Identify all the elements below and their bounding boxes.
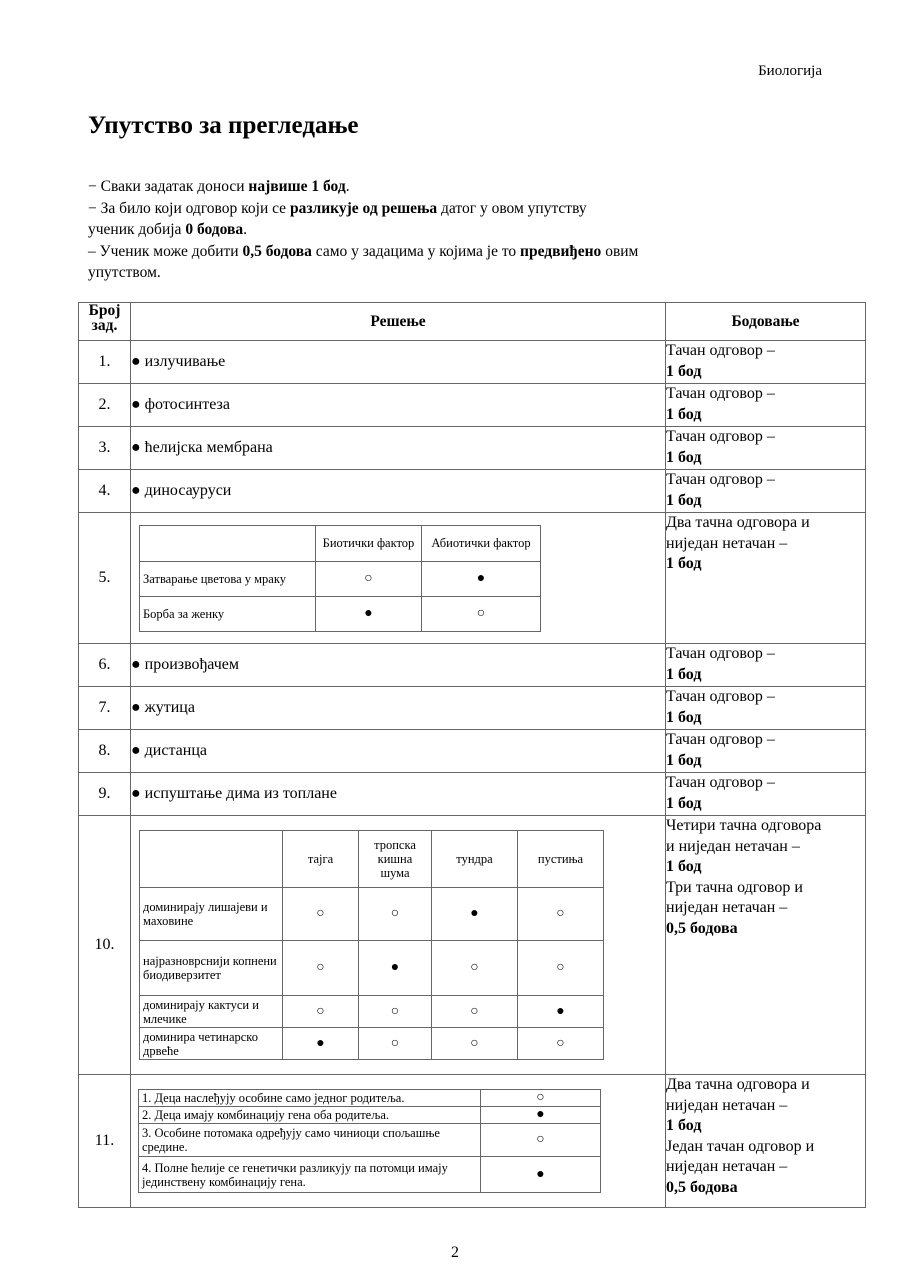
grid-row-label: 3. Особине потомака одређују само чиниоци спољашње средине. xyxy=(139,1124,481,1157)
grid-row xyxy=(139,1157,601,1193)
solution-cell xyxy=(131,687,666,730)
points-value: 1 бод xyxy=(666,405,702,423)
instruction-line xyxy=(88,241,788,263)
instruction-text: − Сваки задатак доноси xyxy=(88,178,249,195)
table-row xyxy=(79,773,866,816)
grid-row-label: доминирају кактуси и млечике xyxy=(140,996,283,1028)
points-criterion: ниједан нетачан – xyxy=(666,1096,788,1114)
instruction-emphasis: предвиђено xyxy=(520,242,602,260)
filled-circle-mark: ● xyxy=(283,1028,359,1060)
points-value: 1 бод xyxy=(666,555,702,572)
empty-circle-mark: ○ xyxy=(359,888,432,941)
grid-column-header: тропска кишна шума xyxy=(359,831,432,888)
grid-corner-cell xyxy=(140,831,283,888)
solution-cell xyxy=(131,470,666,513)
empty-circle-mark: ○ xyxy=(422,596,541,631)
points-value: 1 бод xyxy=(666,362,702,380)
grid-row xyxy=(140,996,604,1028)
instruction-emphasis: 0,5 бодова xyxy=(242,242,312,260)
header-solution: Решење xyxy=(131,303,666,341)
instruction-line xyxy=(88,219,788,241)
solution-cell xyxy=(131,341,666,384)
task-number: 10. xyxy=(79,816,131,1075)
grid-column-header: тајга xyxy=(283,831,359,888)
grid-row xyxy=(140,596,541,631)
grid-row-label: 4. Полне ћелије се генетички разликују па потомци имају јединствену комбинацију гена. xyxy=(139,1157,481,1193)
solution-text: ● испуштање дима из топлане xyxy=(131,785,337,802)
task-number: 4. xyxy=(79,470,131,513)
solution-cell xyxy=(131,1075,666,1208)
page-title: Упутство за прегледање xyxy=(88,112,359,139)
empty-circle-mark: ○ xyxy=(432,941,518,996)
grid-column-header: тундра xyxy=(432,831,518,888)
points-criterion: ниједан нетачан – xyxy=(666,534,788,552)
grid-row-label: Затварање цветова у мраку xyxy=(140,561,316,596)
grid-row-label: 2. Деца имају комбинацију гена оба родитеља. xyxy=(139,1107,481,1124)
points-criterion: Три тачна одговор и xyxy=(666,878,803,896)
table-row xyxy=(79,816,866,1075)
instruction-line xyxy=(88,176,788,198)
grid-row xyxy=(139,1090,601,1107)
points-criterion: Четири тачна одговора xyxy=(666,817,822,834)
instruction-emphasis: разликује од решења xyxy=(289,199,438,217)
page-number: 2 xyxy=(451,1244,459,1261)
points-cell xyxy=(666,816,866,1075)
filled-circle-mark: ● xyxy=(359,941,432,996)
points-value: 1 бод xyxy=(666,448,702,466)
points-value: 0,5 бодова xyxy=(666,1178,738,1196)
filled-circle-mark: ● xyxy=(518,996,604,1028)
points-value: 1 бод xyxy=(666,491,702,509)
empty-circle-mark: ○ xyxy=(283,996,359,1028)
biome-grid xyxy=(139,830,604,1060)
solution-text: ● фотосинтеза xyxy=(131,396,230,413)
table-row xyxy=(79,644,866,687)
points-criterion: Тачан одговор – xyxy=(666,428,775,445)
points-cell xyxy=(666,1075,866,1208)
points-criterion: Тачан одговор – xyxy=(666,731,775,748)
points-criterion: Један тачан одговор и xyxy=(666,1137,815,1155)
instruction-text: – Ученик може добити xyxy=(88,242,243,260)
factor-grid xyxy=(139,525,541,632)
instruction-text: ученик добија xyxy=(88,221,186,238)
points-cell xyxy=(666,730,866,773)
solution-cell xyxy=(131,816,666,1075)
instruction-text: само у задацима у којима је то xyxy=(311,242,521,260)
grid-row-label: најразноврснији копнени биодиверзитет xyxy=(140,941,283,996)
grid-row xyxy=(140,561,541,596)
solution-text: ● диносауруси xyxy=(131,482,232,499)
grid-row xyxy=(140,888,604,941)
solution-cell xyxy=(131,730,666,773)
grid-row xyxy=(139,1124,601,1157)
empty-circle-mark: ○ xyxy=(518,1028,604,1060)
task-number: 1. xyxy=(79,341,131,384)
table-row xyxy=(79,513,866,644)
task-number: 7. xyxy=(79,687,131,730)
task-number: 11. xyxy=(79,1075,131,1208)
points-criterion: и ниједан нетачан – xyxy=(666,837,800,855)
grid-row-label: Борба за женку xyxy=(140,596,316,631)
task-number: 2. xyxy=(79,384,131,427)
table-row xyxy=(79,687,866,730)
instruction-line xyxy=(88,198,788,220)
points-cell xyxy=(666,470,866,513)
header-task-number: Број зад. xyxy=(79,303,131,341)
solution-text: ● излучивање xyxy=(131,353,226,370)
instruction-text: . xyxy=(243,221,247,238)
points-criterion: Два тачна одговора и xyxy=(666,514,810,531)
points-cell xyxy=(666,384,866,427)
points-value: 0,5 бодова xyxy=(666,919,738,937)
instruction-emphasis: највише 1 бод xyxy=(248,178,346,195)
points-criterion: ниједан нетачан – xyxy=(666,1158,788,1175)
grid-column-header: Биотички фактор xyxy=(316,525,422,561)
empty-circle-mark: ○ xyxy=(283,941,359,996)
task-number: 6. xyxy=(79,644,131,687)
grid-row-label: доминирају лишајеви и маховине xyxy=(140,888,283,941)
table-row xyxy=(79,341,866,384)
table-row xyxy=(79,1075,866,1208)
table-row xyxy=(79,470,866,513)
points-criterion: Тачан одговор – xyxy=(666,471,775,488)
empty-circle-mark: ○ xyxy=(518,941,604,996)
points-value: 1 бод xyxy=(666,708,702,726)
solution-cell xyxy=(131,513,666,644)
instruction-emphasis: 0 бодова xyxy=(185,221,244,238)
solution-text: ● произвођачем xyxy=(131,656,240,673)
solution-text: ● жутица xyxy=(131,699,195,716)
empty-circle-mark: ○ xyxy=(283,888,359,941)
inheritance-grid xyxy=(138,1089,601,1193)
instruction-text: . xyxy=(345,178,350,195)
points-criterion: Тачан одговор – xyxy=(666,385,775,402)
solution-text: ● ћелијска мембрана xyxy=(131,439,273,456)
task-number: 9. xyxy=(79,773,131,816)
subject-label: Биологија xyxy=(758,63,822,79)
grid-row xyxy=(140,1028,604,1060)
grid-row-label: 1. Деца наслеђују особине само једног родитеља. xyxy=(139,1090,481,1107)
instruction-line xyxy=(88,262,788,284)
grid-corner-cell xyxy=(140,525,316,561)
points-value: 1 бод xyxy=(666,794,702,812)
instruction-text: упутством. xyxy=(88,264,161,281)
table-header-row xyxy=(79,303,866,341)
empty-circle-mark: ○ xyxy=(481,1090,601,1107)
grid-column-header: пустиња xyxy=(518,831,604,888)
filled-circle-mark: ● xyxy=(422,561,541,596)
points-criterion: Тачан одговор – xyxy=(666,342,775,359)
empty-circle-mark: ○ xyxy=(432,1028,518,1060)
points-value: 1 бод xyxy=(666,751,702,769)
header-points: Бодовање xyxy=(666,303,866,341)
filled-circle-mark: ● xyxy=(316,596,422,631)
points-criterion: Два тачна одговора и xyxy=(666,1076,810,1093)
task-number: 5. xyxy=(79,513,131,644)
empty-circle-mark: ○ xyxy=(432,996,518,1028)
instruction-text: − За било који одговор који се xyxy=(88,199,290,217)
points-criterion: Тачан одговор – xyxy=(666,774,775,791)
points-value: 1 бод xyxy=(666,665,702,683)
instructions xyxy=(88,176,788,284)
solution-cell xyxy=(131,644,666,687)
grid-row xyxy=(140,941,604,996)
instruction-text: датог у овом упутству xyxy=(437,199,587,217)
points-cell xyxy=(666,773,866,816)
filled-circle-mark: ● xyxy=(432,888,518,941)
points-cell xyxy=(666,341,866,384)
solution-text: ● дистанца xyxy=(131,742,207,759)
points-cell xyxy=(666,427,866,470)
empty-circle-mark: ○ xyxy=(359,996,432,1028)
scoring-table xyxy=(78,302,866,1208)
grid-column-header: Абиотички фактор xyxy=(422,525,541,561)
task-number: 8. xyxy=(79,730,131,773)
solution-cell xyxy=(131,427,666,470)
empty-circle-mark: ○ xyxy=(359,1028,432,1060)
empty-circle-mark: ○ xyxy=(316,561,422,596)
points-criterion: Тачан одговор – xyxy=(666,645,775,662)
instruction-text: овим xyxy=(601,242,639,260)
solution-cell xyxy=(131,384,666,427)
grid-header-row xyxy=(140,831,604,888)
points-value: 1 бод xyxy=(666,858,702,875)
points-value: 1 бод xyxy=(666,1117,702,1134)
points-cell xyxy=(666,687,866,730)
table-row xyxy=(79,384,866,427)
table-row xyxy=(79,730,866,773)
grid-row xyxy=(139,1107,601,1124)
points-criterion: Тачан одговор – xyxy=(666,688,775,705)
points-cell xyxy=(666,644,866,687)
points-cell xyxy=(666,513,866,644)
task-number: 3. xyxy=(79,427,131,470)
grid-header-row xyxy=(140,525,541,561)
filled-circle-mark: ● xyxy=(481,1157,601,1193)
empty-circle-mark: ○ xyxy=(481,1124,601,1157)
empty-circle-mark: ○ xyxy=(518,888,604,941)
grid-row-label: доминира четинарско дрвеће xyxy=(140,1028,283,1060)
points-criterion: ниједан нетачан – xyxy=(666,899,788,916)
table-row xyxy=(79,427,866,470)
solution-cell xyxy=(131,773,666,816)
filled-circle-mark: ● xyxy=(481,1107,601,1124)
